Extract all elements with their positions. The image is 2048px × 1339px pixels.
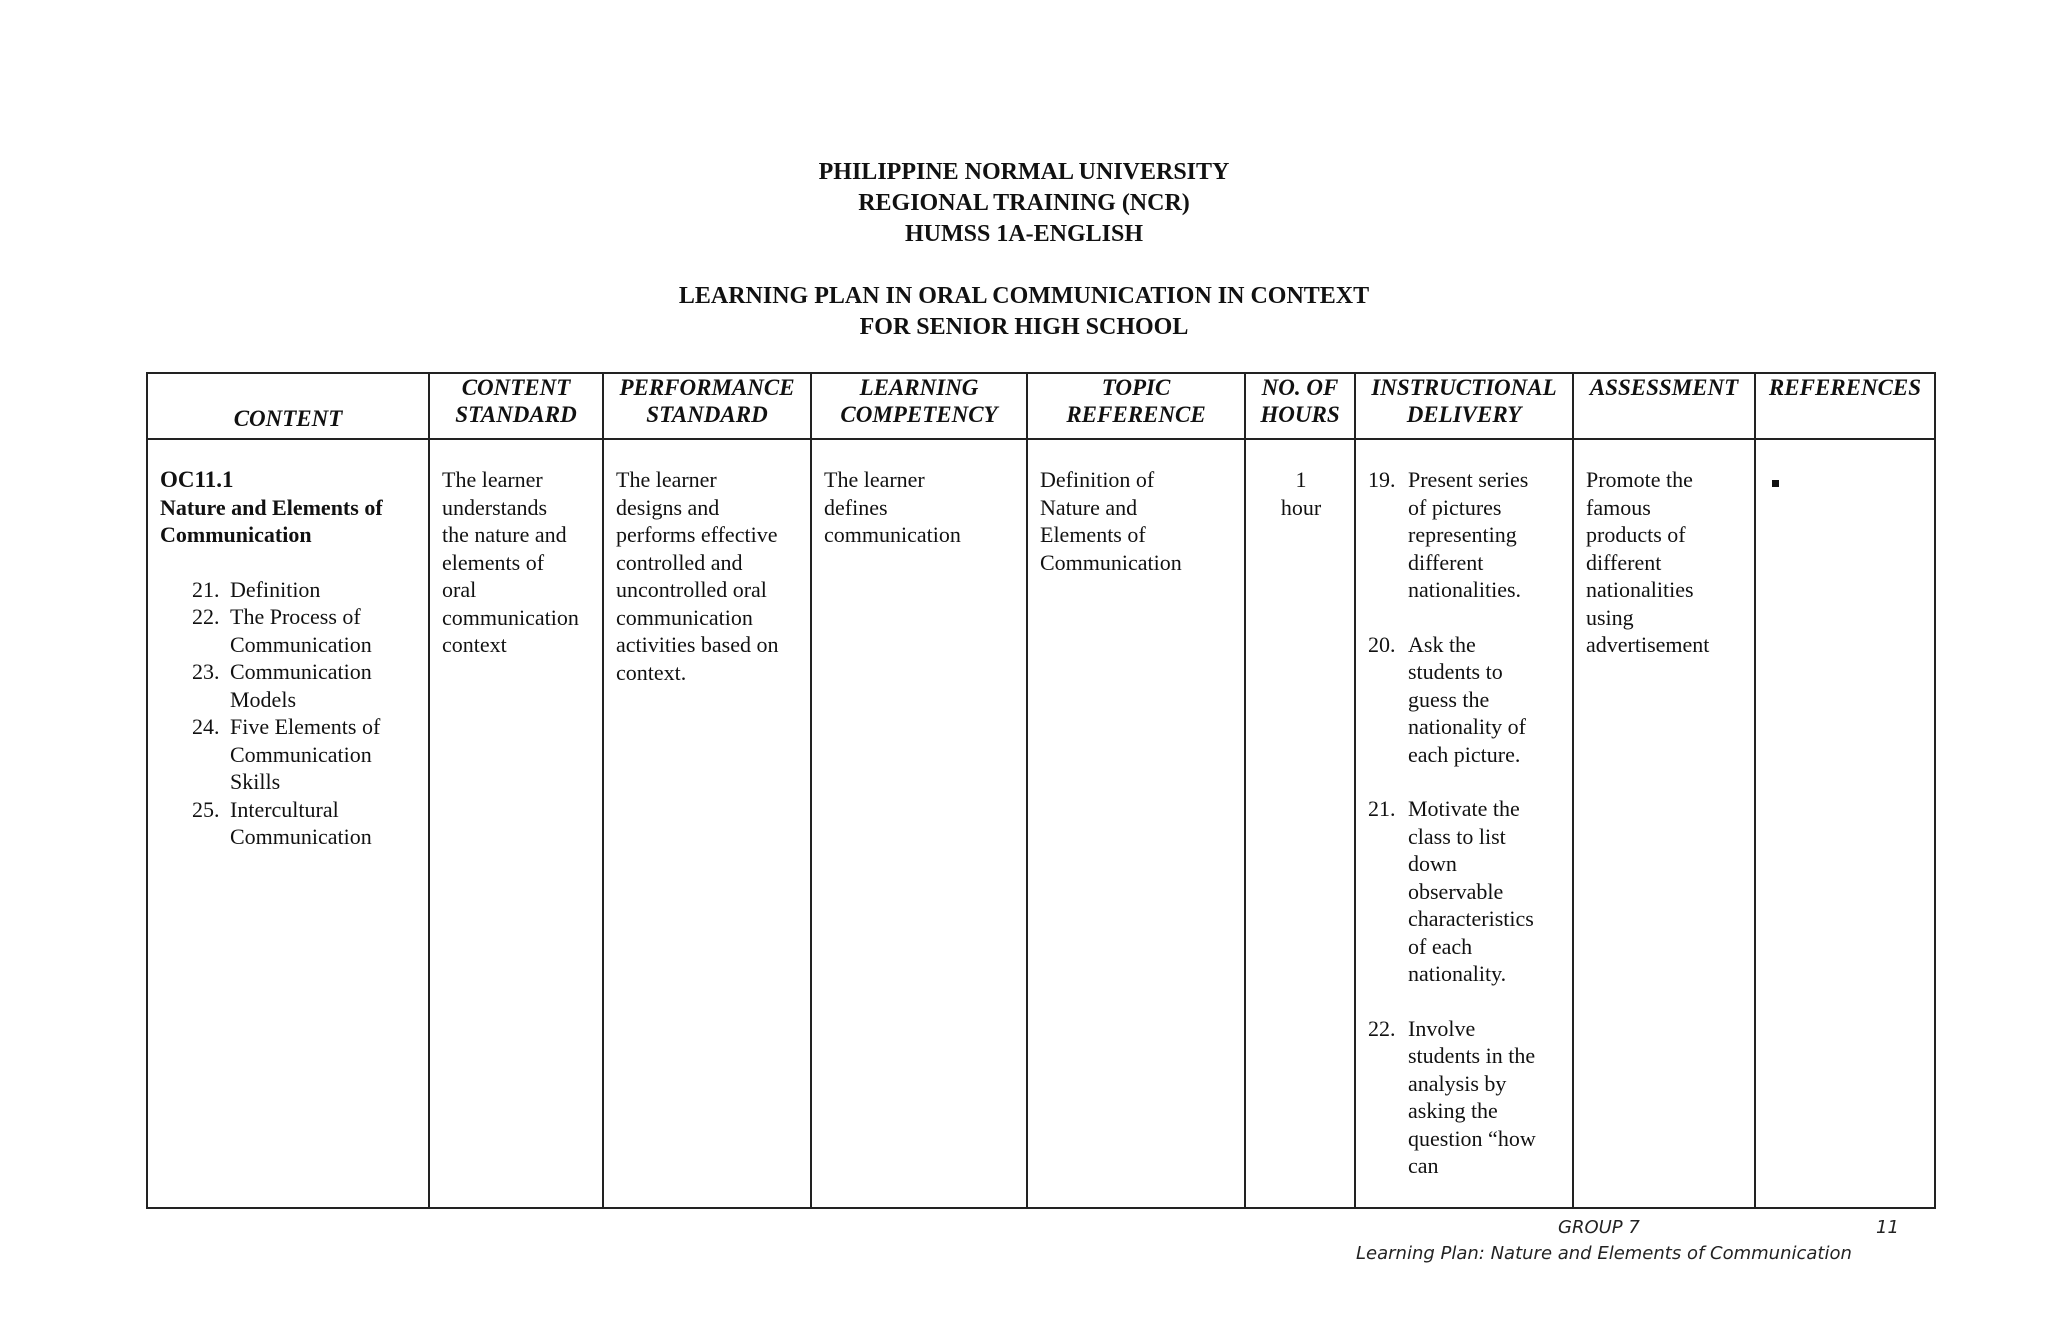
topic-reference-line: Definition of <box>1040 467 1155 492</box>
instructional-step-item <box>1368 631 1562 769</box>
topic-reference-line: Communication <box>1040 549 1182 575</box>
performance-standard-text <box>616 466 800 686</box>
instructional-step-item-text: class to list <box>1408 823 1506 849</box>
header-content: CONTENT <box>147 373 429 439</box>
performance-standard-line: uncontrolled oral <box>616 577 767 602</box>
plan-title-line-1: LEARNING PLAN IN ORAL COMMUNICATION IN CONTEXT <box>678 283 1370 309</box>
instructional-step-item <box>1368 795 1562 988</box>
instructional-step-item-text: different <box>1408 549 1484 575</box>
instructional-step-item-text: each picture. <box>1408 741 1521 767</box>
cell-content-standard <box>429 439 603 1208</box>
instructional-step-item-text: down <box>1408 851 1457 876</box>
header-performance-standard: PERFORMANCE STANDARD <box>603 373 811 439</box>
learning-competency-line: communication <box>824 522 961 547</box>
content-topic-item <box>160 713 418 796</box>
instructional-step-item-number: 22. <box>1368 1015 1396 1041</box>
learning-plan-table <box>146 372 1936 1209</box>
instructional-step-item-text: of pictures <box>1408 494 1502 520</box>
instructional-step-item-text: nationality. <box>1408 961 1507 986</box>
topic-reference-line: Nature and <box>1040 494 1138 520</box>
instructional-steps-list <box>1368 466 1562 1180</box>
content-topic-item <box>160 658 418 713</box>
content-topic-item-number: 23. <box>192 659 220 684</box>
instructional-step-item-number: 21. <box>1368 796 1396 821</box>
content-topic-item-text: Communication <box>230 741 372 767</box>
region-name: REGIONAL TRAINING (NCR) <box>858 190 1190 216</box>
assessment-line: advertisement <box>1586 632 1710 657</box>
cell-topic-reference <box>1027 439 1245 1208</box>
performance-standard-line: designs and <box>616 494 720 520</box>
content-topic-item-number: 25. <box>192 796 220 822</box>
content-topic-item-number: 21. <box>192 576 220 602</box>
content-standard-line: oral <box>442 577 477 602</box>
cell-hours <box>1245 439 1355 1208</box>
content-standard-line: understands <box>442 494 548 520</box>
assessment-text <box>1586 466 1744 659</box>
plan-title <box>0 281 2048 343</box>
content-title-1: Nature and Elements of <box>160 494 383 520</box>
header-references: REFERENCES <box>1755 373 1935 439</box>
instructional-step-item <box>1368 1015 1562 1180</box>
instructional-step-item-text: students to <box>1408 659 1503 684</box>
performance-standard-line: performs effective <box>616 522 778 547</box>
footer-group: GROUP 7 <box>1558 1217 1640 1238</box>
instructional-step-item <box>1368 466 1562 604</box>
content-topic-item <box>160 796 418 851</box>
instructional-step-item-text: students in the <box>1408 1043 1536 1068</box>
content-standard-text <box>442 466 592 659</box>
document-header <box>0 157 2048 250</box>
content-topic-item-text: Communication <box>230 631 372 657</box>
content-topic-item-text: Five Elements of <box>230 714 381 739</box>
content-topic-item-text: Skills <box>230 769 281 794</box>
header-learning-competency: LEARNING COMPETENCY <box>811 373 1027 439</box>
instructional-step-item-text: representing <box>1408 522 1517 547</box>
instructional-step-item-number: 19. <box>1368 467 1396 492</box>
assessment-line: using <box>1586 604 1634 630</box>
cell-performance-standard <box>603 439 811 1208</box>
content-topic-item-text: Models <box>230 686 296 712</box>
header-assessment: ASSESSMENT <box>1573 373 1755 439</box>
performance-standard-line: activities based on <box>616 632 779 657</box>
instructional-step-item-text: characteristics <box>1408 906 1534 931</box>
instructional-step-item-text: analysis by <box>1408 1070 1507 1096</box>
content-topic-item-text: Communication <box>230 659 372 684</box>
content-topic-item-text: Definition <box>230 576 321 602</box>
cell-references <box>1755 439 1935 1208</box>
content-title-2: Communication <box>160 522 312 547</box>
content-standard-line: the nature and <box>442 522 567 547</box>
header-instructional-delivery: INSTRUCTIONAL DELIVERY <box>1355 373 1573 439</box>
instructional-step-item-text: observable <box>1408 878 1504 904</box>
table-row <box>147 439 1935 1208</box>
performance-standard-line: context. <box>616 659 687 685</box>
header-row <box>147 373 1935 439</box>
header-no-of-hours: NO. OF HOURS <box>1245 373 1355 439</box>
cell-content <box>147 439 429 1208</box>
footer-page-number: 11 <box>1876 1217 1899 1238</box>
performance-standard-line: controlled and <box>616 549 743 575</box>
instructional-step-item-text: nationality of <box>1408 714 1526 739</box>
assessment-line: products of <box>1586 522 1686 547</box>
plan-title-line-2: FOR SENIOR HIGH SCHOOL <box>859 314 1189 340</box>
hours-line: 1 <box>1295 467 1307 492</box>
instructional-step-item-text: asking the <box>1408 1098 1498 1123</box>
content-standard-line: elements of <box>442 549 545 575</box>
topic-reference-text <box>1040 466 1234 576</box>
content-topic-item <box>160 576 418 604</box>
learning-competency-line: The learner <box>824 467 925 492</box>
content-topic-item <box>160 603 418 658</box>
hours-line: hour <box>1280 494 1322 520</box>
content-code: OC11.1 <box>160 467 234 492</box>
assessment-line: different <box>1586 549 1662 575</box>
instructional-step-item-text: of each <box>1408 933 1473 959</box>
instructional-step-item-text: Motivate the <box>1408 796 1520 821</box>
cell-assessment <box>1573 439 1755 1208</box>
content-topics-list <box>160 576 418 851</box>
instructional-step-item-text: Involve <box>1408 1015 1476 1041</box>
square-bullet-icon <box>1772 480 1779 487</box>
instructional-step-item-text: Ask the <box>1408 631 1476 657</box>
header-content-standard: CONTENT STANDARD <box>429 373 603 439</box>
hours-text <box>1258 466 1344 521</box>
instructional-step-item-text: nationalities. <box>1408 577 1522 602</box>
topic-reference-line: Elements of <box>1040 522 1146 547</box>
instructional-step-item-text: Present series <box>1408 467 1529 492</box>
assessment-line: nationalities <box>1586 577 1694 602</box>
footer-subtitle: Learning Plan: Nature and Elements of Communication <box>1356 1243 1852 1264</box>
performance-standard-line: communication <box>616 604 753 630</box>
cell-instructional-delivery <box>1355 439 1573 1208</box>
content-topic-item-number: 24. <box>192 714 220 739</box>
cell-learning-competency <box>811 439 1027 1208</box>
instructional-step-item-text: guess the <box>1408 686 1490 712</box>
class-name: HUMSS 1A-ENGLISH <box>904 221 1144 247</box>
instructional-step-item-text: question “how <box>1408 1125 1536 1151</box>
performance-standard-line: The learner <box>616 467 717 492</box>
header-topic-reference: TOPIC REFERENCE <box>1027 373 1245 439</box>
learning-competency-line: defines <box>824 494 888 520</box>
content-topic-item-number: 22. <box>192 604 220 629</box>
instructional-step-item-text: can <box>1408 1153 1439 1178</box>
assessment-line: famous <box>1586 494 1651 520</box>
content-topic-item-text: The Process of <box>230 604 361 629</box>
content-standard-line: communication <box>442 604 579 630</box>
content-topic-item-text: Communication <box>230 824 372 849</box>
instructional-step-item-number: 20. <box>1368 631 1396 657</box>
content-standard-line: The learner <box>442 467 543 492</box>
learning-competency-text <box>824 466 1016 549</box>
assessment-line: Promote the <box>1586 467 1693 492</box>
institution-name: PHILIPPINE NORMAL UNIVERSITY <box>818 159 1230 185</box>
content-topic-item-text: Intercultural <box>230 796 339 822</box>
content-standard-line: context <box>442 632 507 657</box>
